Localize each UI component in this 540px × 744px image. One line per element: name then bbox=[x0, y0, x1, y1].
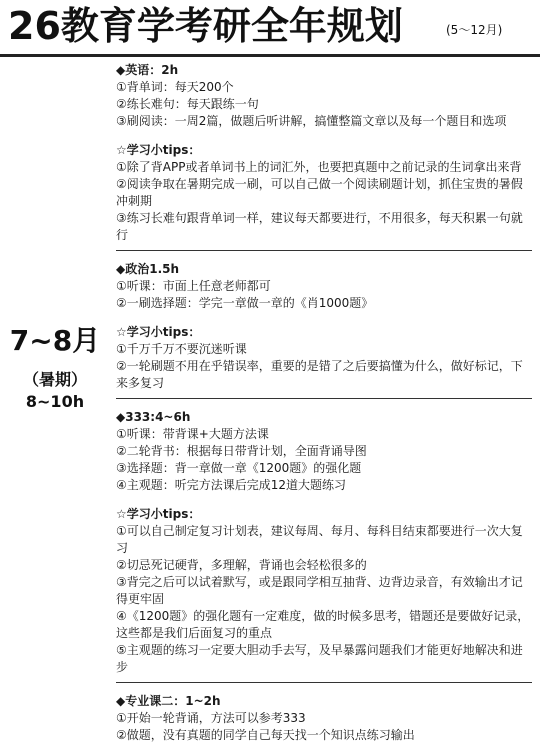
section-heading: ◆政治1.5h bbox=[116, 262, 180, 276]
tip-item: ③练习长难句跟背单词一样，建议每天都要进行，不用很多，每天积累一句就行 bbox=[116, 211, 523, 242]
list-item: ②二轮背书：根据每日带背计划，全面背诵导图 bbox=[116, 444, 367, 458]
list-item: ②一刷选择题：学完一章做一章的《肖1000题》 bbox=[116, 296, 374, 310]
list-item: ①开始一轮背诵，方法可以参考333 bbox=[116, 711, 306, 725]
section-politics bbox=[116, 261, 532, 392]
title-underline bbox=[0, 54, 540, 57]
page-subtitle: (5～12月) bbox=[446, 23, 503, 37]
section-english bbox=[116, 62, 532, 244]
period-name: （暑期） bbox=[22, 370, 87, 389]
list-item: ②做题，没有真题的同学自己每天找一个知识点练习输出 bbox=[116, 728, 415, 742]
section-333 bbox=[116, 409, 532, 676]
tip-item: ③背完之后可以试着默写，或是跟同学相互抽背、边背边录音，有效输出才记得更牢固 bbox=[116, 575, 523, 606]
section-divider bbox=[116, 250, 532, 251]
list-item: ②练长难句：每天跟练一句 bbox=[116, 97, 259, 111]
page-title: 26教育学考研全年规划 bbox=[8, 4, 403, 48]
tip-item: ①除了背APP或者单词书上的词汇外，也要把真题中之前记录的生词拿出来背 bbox=[116, 160, 522, 174]
section-heading: ◆英语：2h bbox=[116, 63, 179, 77]
tip-item: ②一轮刷题不用在乎错误率，重要的是错了之后要搞懂为什么，做好标记，下来多复习 bbox=[116, 359, 523, 390]
title-bar bbox=[0, 0, 540, 62]
period-hours: 8~10h bbox=[25, 392, 85, 411]
section-heading: ◆333:4~6h bbox=[116, 410, 191, 424]
period-sidebar bbox=[0, 62, 110, 720]
tip-item: ②切忌死记硬背，多理解，背诵也会轻松很多的 bbox=[116, 558, 367, 572]
tip-item: ①可以自己制定复习计划表，建议每周、每月、每科目结束都要进行一次大复习 bbox=[116, 524, 523, 555]
period-label: 7~8月 bbox=[9, 324, 101, 357]
plan-content bbox=[116, 62, 532, 744]
tips-heading: ☆学习小tips： bbox=[116, 325, 201, 339]
tips-heading: ☆学习小tips： bbox=[116, 143, 201, 157]
tips-heading: ☆学习小tips： bbox=[116, 507, 201, 521]
list-item: ③选择题：背一章做一章《1200题》的强化题 bbox=[116, 461, 362, 475]
tip-item: ④《1200题》的强化题有一定难度，做的时候多思考，错题还是要做好记录，这些都是我们后面复习的重点 bbox=[116, 609, 530, 640]
section-major-two bbox=[116, 693, 532, 744]
tip-item: ①千万千万不要沉迷听课 bbox=[116, 342, 247, 356]
section-divider bbox=[116, 398, 532, 399]
list-item: ①背单词：每天200个 bbox=[116, 80, 234, 94]
tip-item: ⑤主观题的练习一定要大胆动手去写，及早暴露问题我们才能更好地解决和进步 bbox=[116, 643, 523, 674]
section-heading: ◆专业课二：1~2h bbox=[116, 694, 221, 708]
section-divider bbox=[116, 682, 532, 683]
list-item: ①听课：市面上任意老师都可 bbox=[116, 279, 271, 293]
list-item: ④主观题：听完方法课后完成12道大题练习 bbox=[116, 478, 347, 492]
tip-item: ②阅读争取在暑期完成一刷，可以自己做一个阅读刷题计划，抓住宝贵的暑假冲刺期 bbox=[116, 177, 523, 208]
list-item: ①听课：带背课+大题方法课 bbox=[116, 427, 269, 441]
list-item: ③刷阅读：一周2篇，做题后听讲解，搞懂整篇文章以及每一个题目和选项 bbox=[116, 114, 507, 128]
